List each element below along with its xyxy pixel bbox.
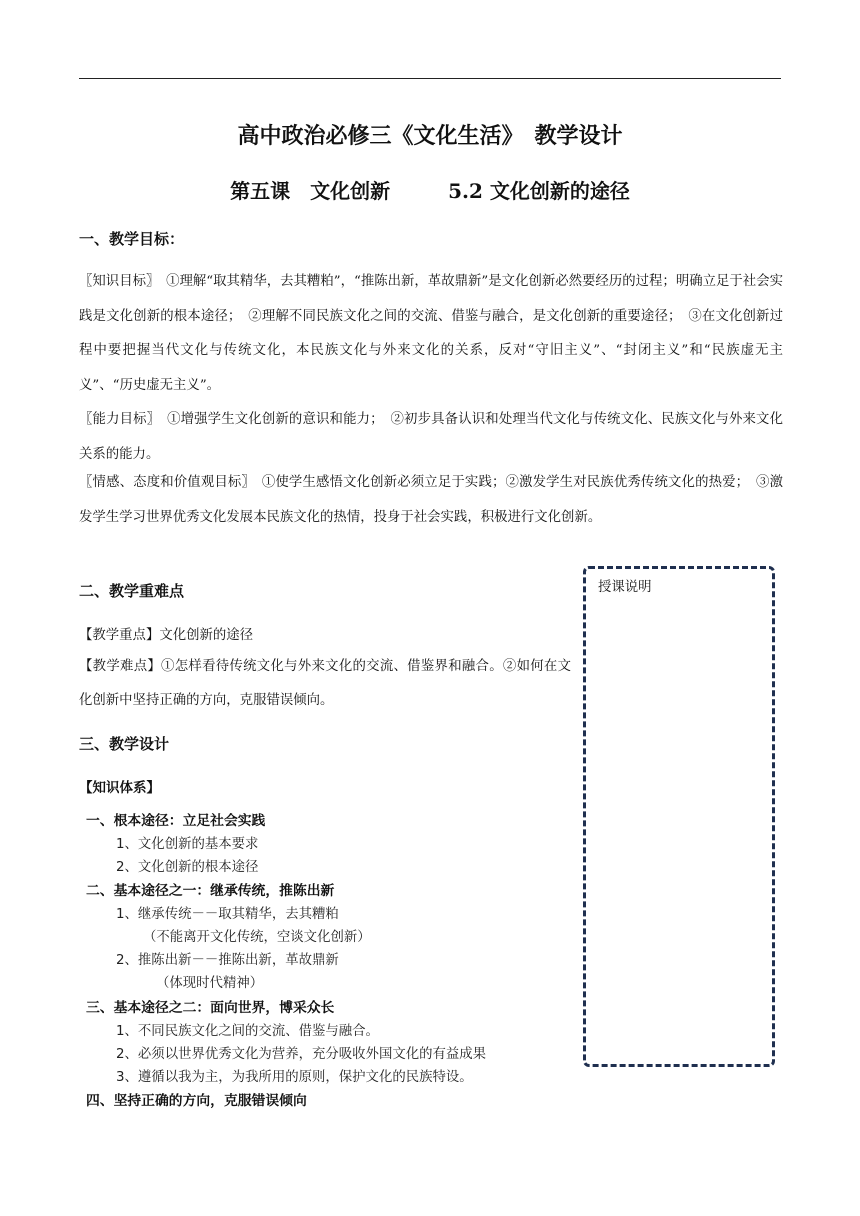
outline-item-1-1: 1、文化创新的基本要求 xyxy=(116,837,259,852)
outline-item-2: 二、基本途径之一：继承传统，推陈出新 xyxy=(86,883,335,899)
difficult-point: 【教学难点】①怎样看待传统文化与外来文化的交流、借鉴界和融合。②如何在文化创新中坚持正确的方向，克服错误倾向。 xyxy=(79,659,571,708)
key-point: 【教学重点】文化创新的途径 xyxy=(79,628,254,643)
knowledge-system-label: 【知识体系】 xyxy=(79,780,160,796)
header-rule xyxy=(79,78,781,79)
lesson-subtitle xyxy=(0,175,860,204)
teaching-objectives-heading: 一、教学目标： xyxy=(79,230,185,248)
ability-objectives: 〖能力目标〗 ①增强学生文化创新的意识和能力； ②初步具备认识和处理当代文化与传统文化、民族文化与外来文化关系的能力。 xyxy=(79,412,783,462)
emotion-objectives: 〖情感、态度和价值观目标〗 ①使学生感悟文化创新必须立足于实践；②激发学生对民族优秀传统文化的热爱； ③激发学生学习世界优秀文化发展本民族文化的热情，投身于社会实践，积极进行文化创新。 xyxy=(79,475,783,525)
teaching-design-heading: 三、教学设计 xyxy=(79,735,170,753)
outline-item-1-2: 2、文化创新的根本途径 xyxy=(116,860,259,875)
outline-item-4: 四、坚持正确的方向，克服错误倾向 xyxy=(86,1093,307,1109)
outline-item-2-2-note: （体现时代精神） xyxy=(156,976,264,991)
outline-item-3-1: 1、不同民族文化之间的交流、借鉴与融合。 xyxy=(116,1024,379,1039)
document-title: 高中政治必修三《文化生活》 教学设计 xyxy=(237,124,623,149)
outline-item-3-3: 3、遵循以我为主，为我所用的原则，保护文化的民族特设。 xyxy=(116,1070,473,1085)
key-difficult-points-heading: 二、教学重难点 xyxy=(79,582,185,600)
outline-item-2-2: 2、推陈出新－－推陈出新，革故鼎新 xyxy=(116,953,339,968)
knowledge-objectives: 〖知识目标〗 ①理解“取其精华，去其糟粕”，“推陈出新，革故鼎新”是文化创新必然要经历的过程；明确立足于社会实践是文化创新的根本途径； ②理解不同民族文化之间的交流、借鉴与融合，是文化创新的重要途径； ③在文化创新过程中要把握当代文化与传统文化，本民族文化与外来文化的关系，反对“守旧主义”、“封闭主义”和“民族虚无主义”、“历史虚无主义”。 xyxy=(79,274,783,393)
outline-item-1: 一、根本途径：立足社会实践 xyxy=(86,813,266,829)
lesson-name: 第五课 文化创新 xyxy=(230,179,391,203)
teaching-notes-label: 授课说明 xyxy=(598,580,652,595)
teaching-notes-box xyxy=(583,566,775,1067)
outline-item-3: 三、基本途径之二：面向世界，博采众长 xyxy=(86,1000,335,1016)
outline-item-2-1: 1、继承传统－－取其精华，去其糟粕 xyxy=(116,907,339,922)
outline-item-3-2: 2、必须以世界优秀文化为营养，充分吸收外国文化的有益成果 xyxy=(116,1047,487,1062)
section-name: 5.2 文化创新的途径 xyxy=(448,179,630,203)
outline-item-2-1-note: （不能离开文化传统，空谈文化创新） xyxy=(143,930,371,945)
